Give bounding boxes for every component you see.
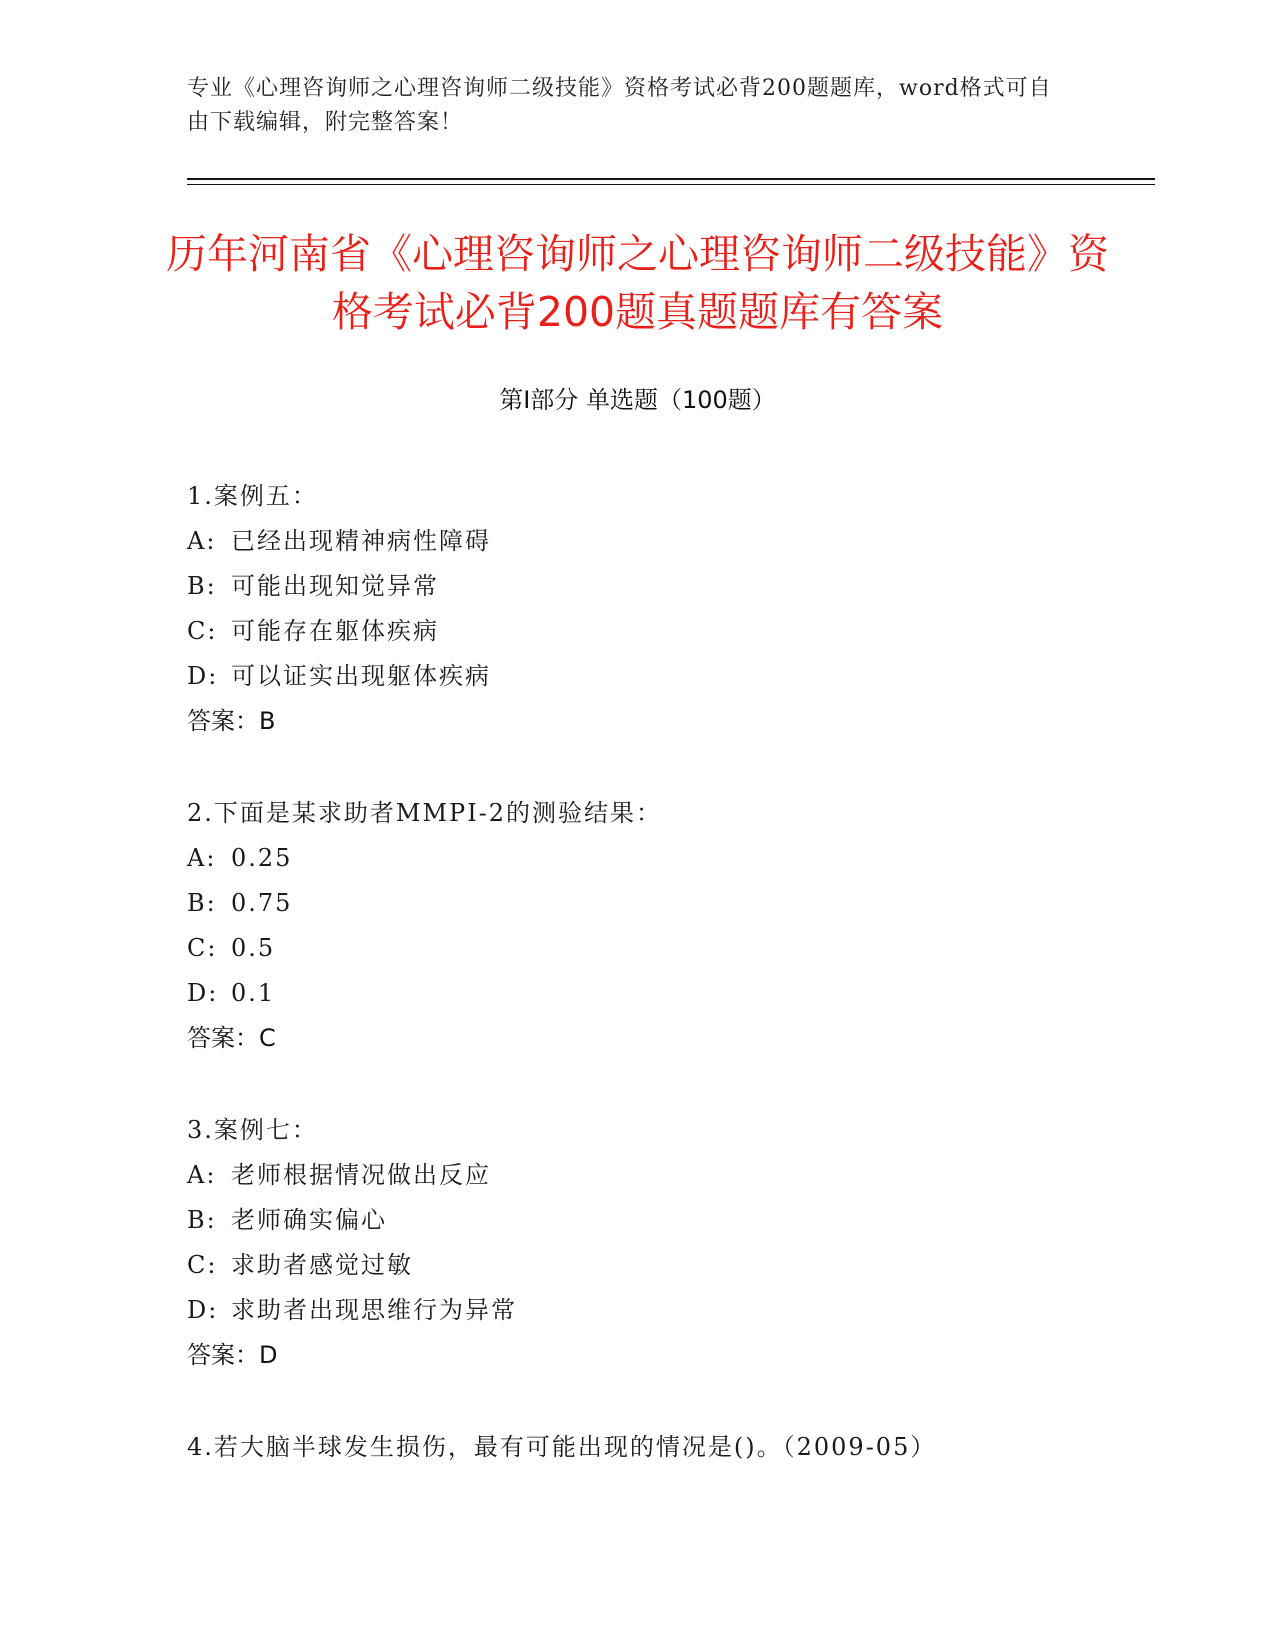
question-4 [187, 1425, 1087, 1470]
option-key: D: [187, 979, 219, 1007]
document-title: 历年河南省《心理咨询师之心理咨询师二级技能》资格考试必背200题真题题库有答案 [166, 230, 1109, 336]
option-text: 可以证实出现躯体疾病 [231, 662, 491, 690]
option-key: B: [187, 889, 217, 917]
question-1 [187, 474, 1087, 744]
option-key: C: [187, 617, 218, 645]
question-2 [187, 791, 1087, 1061]
option-key: B: [187, 572, 217, 600]
header-divider-thin [187, 184, 1155, 185]
question-stem: 1.案例五： [187, 482, 318, 510]
option-text: 可能出现知觉异常 [231, 572, 439, 600]
option-b [187, 564, 1087, 609]
answer-line: 答案：C [187, 1024, 276, 1052]
option-key: C: [187, 934, 218, 962]
option-b [187, 881, 1087, 926]
option-c [187, 926, 1087, 971]
header-note: 专业《心理咨询师之心理咨询师二级技能》资格考试必背200题题库，word格式可自由下载编辑，附完整答案！ [187, 76, 1052, 135]
option-key: A: [187, 527, 217, 555]
option-text: 可能存在躯体疾病 [231, 617, 439, 645]
option-key: A: [187, 1161, 217, 1189]
option-a [187, 836, 1087, 881]
option-text: 0.25 [231, 844, 293, 872]
answer-line: 答案：D [187, 1341, 278, 1369]
option-text: 老师确实偏心 [231, 1206, 387, 1234]
option-a [187, 1153, 1087, 1198]
option-text: 已经出现精神病性障碍 [231, 527, 491, 555]
question-stem: 4.若大脑半球发生损伤，最有可能出现的情况是()。（2009-05） [187, 1433, 937, 1461]
option-a [187, 519, 1087, 564]
option-text: 0.1 [231, 979, 276, 1007]
option-d [187, 654, 1087, 699]
option-c [187, 1243, 1087, 1288]
option-key: B: [187, 1206, 217, 1234]
option-c [187, 609, 1087, 654]
option-d [187, 971, 1087, 1016]
option-key: A: [187, 844, 217, 872]
option-key: D: [187, 1296, 219, 1324]
answer-line: 答案：B [187, 707, 276, 735]
option-text: 求助者出现思维行为异常 [231, 1296, 517, 1324]
question-list [187, 474, 1087, 1517]
question-stem: 3.案例七： [187, 1116, 318, 1144]
option-d [187, 1288, 1087, 1333]
question-3 [187, 1108, 1087, 1378]
option-text: 0.5 [231, 934, 276, 962]
option-text: 0.75 [231, 889, 293, 917]
header-divider [187, 178, 1155, 180]
option-text: 求助者感觉过敏 [231, 1251, 413, 1279]
option-key: C: [187, 1251, 218, 1279]
option-key: D: [187, 662, 219, 690]
option-text: 老师根据情况做出反应 [231, 1161, 491, 1189]
section-title: 第Ⅰ部分 单选题（100题） [499, 386, 776, 414]
option-b [187, 1198, 1087, 1243]
question-stem: 2.下面是某求助者MMPI-2的测验结果： [187, 799, 663, 827]
